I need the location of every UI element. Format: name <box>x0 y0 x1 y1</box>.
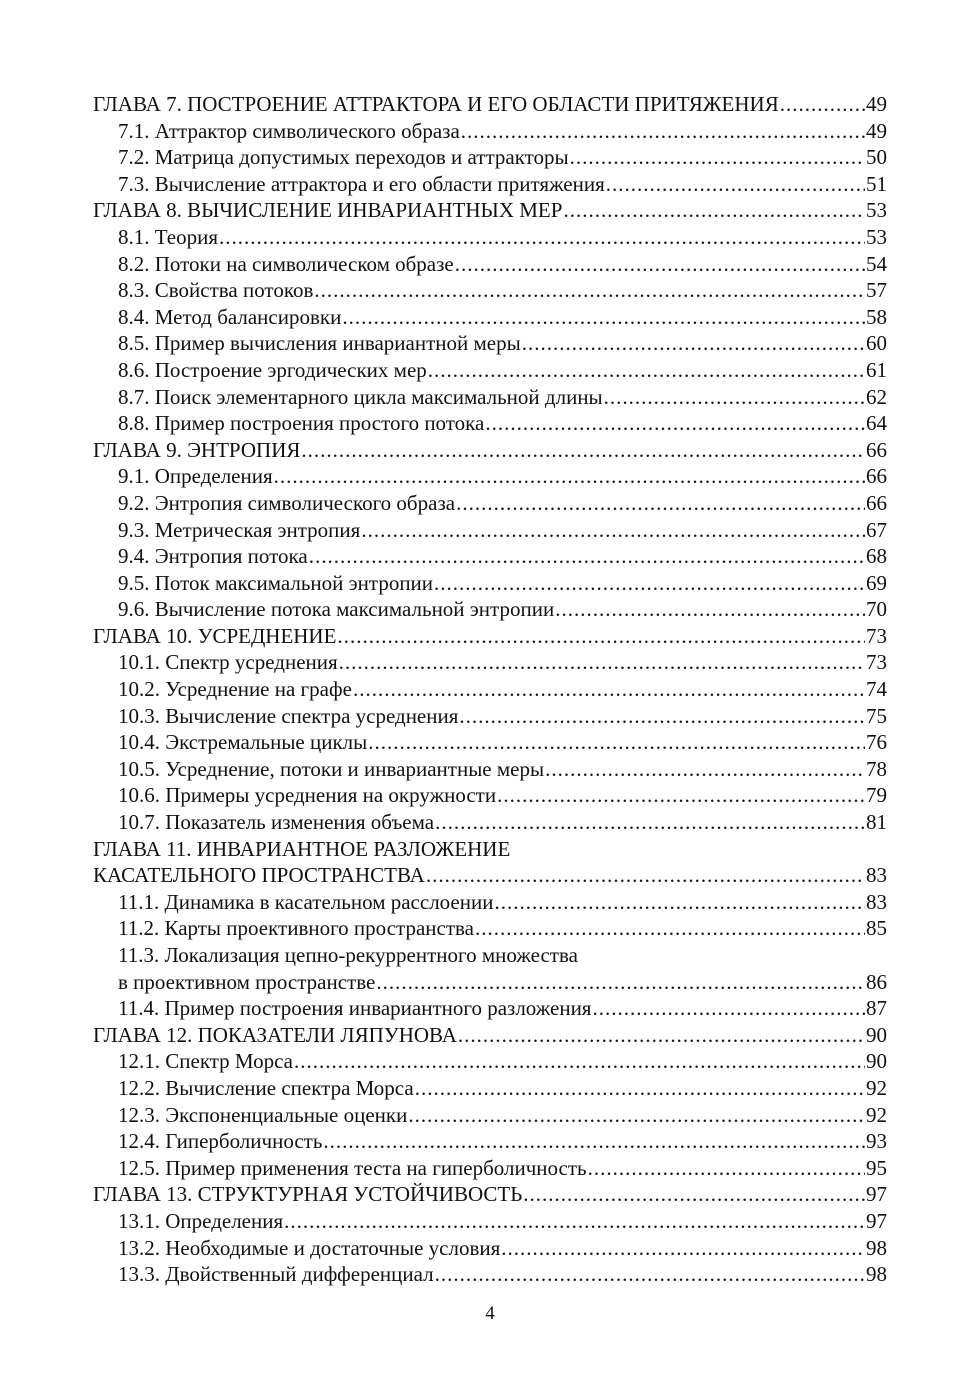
dot-leader <box>434 571 865 596</box>
toc-entry-title: 8.5. Пример вычисления инвариантной меры <box>118 331 521 356</box>
dot-leader <box>475 916 865 941</box>
toc-entry-title: ГЛАВА 7. ПОСТРОЕНИЕ АТТРАКТОРА И ЕГО ОБЛАСТИ ПРИТЯЖЕНИЯ <box>93 92 779 116</box>
dot-leader <box>555 597 865 622</box>
toc-entry-title: 13.2. Необходимые и достаточные условия <box>118 1235 501 1260</box>
toc-section-entry[interactable] <box>93 278 887 305</box>
toc-entry-page: 64 <box>866 411 887 436</box>
toc-chapter-entry[interactable] <box>93 624 887 651</box>
dot-leader <box>592 996 865 1021</box>
toc-entry-title: 8.7. Поиск элементарного цикла максимальной длины <box>118 384 603 409</box>
toc-entry-page: 67 <box>866 517 887 542</box>
toc-section-entry[interactable] <box>93 597 887 624</box>
toc-section-entry[interactable] <box>93 650 887 677</box>
dot-leader <box>376 970 865 995</box>
toc-entry-title: 10.1. Спектр усреднения <box>118 650 338 675</box>
toc-entry-page: 78 <box>866 756 887 781</box>
toc-section-entry[interactable] <box>93 1262 887 1289</box>
toc-section-entry[interactable] <box>93 1209 887 1236</box>
dot-leader <box>428 358 865 383</box>
dot-leader <box>588 1156 865 1181</box>
toc-entry-title: 11.4. Пример построения инвариантного разложения <box>118 996 592 1021</box>
dot-leader <box>294 1049 865 1074</box>
toc-section-entry[interactable] <box>93 970 887 997</box>
toc-section-entry[interactable] <box>93 571 887 598</box>
toc-section-entry[interactable] <box>93 172 887 199</box>
toc-entry-page: 53 <box>866 198 887 223</box>
toc-entry-page: 93 <box>866 1129 887 1154</box>
toc-chapter-entry[interactable] <box>93 92 887 119</box>
dot-leader <box>426 863 865 888</box>
toc-section-entry[interactable] <box>93 1049 887 1076</box>
dot-leader <box>604 385 865 410</box>
dot-leader <box>435 810 865 835</box>
toc-entry-page: 66 <box>866 490 887 515</box>
toc-section-entry[interactable] <box>93 385 887 412</box>
toc-section-entry[interactable] <box>93 810 887 837</box>
dot-leader <box>522 331 865 356</box>
page-number: 4 <box>485 1303 495 1324</box>
toc-section-entry[interactable] <box>93 943 887 970</box>
toc-entry-title: 9.5. Поток максимальной энтропии <box>118 570 434 595</box>
toc-entry-title: 11.2. Карты проективного пространства <box>118 916 474 941</box>
toc-entry-page: 92 <box>866 1075 887 1100</box>
toc-entry-page: 70 <box>866 597 887 622</box>
toc-entry-page: 53 <box>866 224 887 249</box>
toc-entry-title: 12.1. Спектр Морса <box>118 1049 293 1074</box>
toc-section-entry[interactable] <box>93 1156 887 1183</box>
toc-entry-title: 9.2. Энтропия символического образа <box>118 490 456 515</box>
toc-entry-page: 98 <box>866 1235 887 1260</box>
toc-entry-page: 62 <box>866 384 887 409</box>
toc-entry-page: 81 <box>866 810 887 835</box>
dot-leader <box>435 1262 865 1287</box>
dot-leader <box>501 1236 865 1261</box>
toc-entry-page: 57 <box>866 278 887 303</box>
toc-entry-page: 50 <box>866 145 887 170</box>
toc-entry-title: 7.2. Матрица допустимых переходов и аттракторы <box>118 145 569 170</box>
toc-section-entry[interactable] <box>93 464 887 491</box>
toc-chapter-entry[interactable] <box>93 1023 887 1050</box>
toc-entry-page: 73 <box>866 650 887 675</box>
toc-entry-title: 9.1. Определения <box>118 464 273 489</box>
dot-leader <box>323 1129 865 1154</box>
dot-leader <box>606 172 865 197</box>
toc-section-entry[interactable] <box>93 916 887 943</box>
toc-section-entry[interactable] <box>93 119 887 146</box>
toc-section-entry[interactable] <box>93 730 887 757</box>
toc-section-entry[interactable] <box>93 358 887 385</box>
toc-entry-title: 8.6. Построение эргодических мер <box>118 357 427 382</box>
toc-entry-page: 86 <box>866 969 887 994</box>
toc-chapter-entry[interactable] <box>93 198 887 225</box>
toc-section-entry[interactable] <box>93 783 887 810</box>
toc-entry-title: 11.1. Динамика в касательном расслоении <box>118 889 494 914</box>
toc-entry-title: 10.4. Экстремальные циклы <box>118 730 368 755</box>
toc-section-entry[interactable] <box>93 1103 887 1130</box>
toc-entry-title: 8.4. Метод балансировки <box>118 304 342 329</box>
dot-leader <box>284 1209 865 1234</box>
toc-section-entry[interactable] <box>93 704 887 731</box>
toc-entry-page: 68 <box>866 544 887 569</box>
toc-section-entry[interactable] <box>93 544 887 571</box>
toc-section-entry[interactable] <box>93 1076 887 1103</box>
dot-leader <box>456 491 865 516</box>
toc-entry-title: 13.1. Определения <box>118 1208 284 1233</box>
toc-entry-page: 76 <box>866 730 887 755</box>
toc-entry-title: КАСАТЕЛЬНОГО ПРОСТРАНСТВА <box>93 863 425 888</box>
dot-leader <box>274 464 865 489</box>
toc-entry-title: 10.6. Примеры усреднения на окружности <box>118 783 497 808</box>
toc-entry-title: ГЛАВА 10. УСРЕДНЕНИЕ <box>93 623 337 648</box>
toc-entry-title: 11.3. Локализация цепно-рекуррентного множества <box>118 943 578 967</box>
toc-section-entry[interactable] <box>93 757 887 784</box>
dot-leader <box>497 783 865 808</box>
toc-section-entry[interactable] <box>93 305 887 332</box>
dot-leader <box>339 650 865 675</box>
toc-entry-page: 61 <box>866 357 887 382</box>
toc-entry-page: 97 <box>866 1182 887 1207</box>
toc-entry-title: 12.3. Экспоненциальные оценки <box>118 1102 408 1127</box>
toc-entry-page: 60 <box>866 331 887 356</box>
toc-entry-page: 90 <box>866 1022 887 1047</box>
dot-leader <box>342 305 865 330</box>
toc-entry-title: 13.3. Двойственный дифференциал <box>118 1262 434 1287</box>
toc-entry-page: 79 <box>866 783 887 808</box>
toc-entry-page: 66 <box>866 464 887 489</box>
toc-section-entry[interactable] <box>93 1236 887 1263</box>
toc-entry-title: 9.6. Вычисление потока максимальной энтропии <box>118 597 555 622</box>
toc-section-entry[interactable] <box>93 518 887 545</box>
toc-entry-title: ГЛАВА 11. ИНВАРИАНТНОЕ РАЗЛОЖЕНИЕ <box>93 836 511 861</box>
toc-entry-page: 74 <box>866 677 887 702</box>
toc-entry-title: 12.4. Гиперболичность <box>118 1129 323 1154</box>
toc-section-entry[interactable] <box>93 996 887 1023</box>
toc-entry-title: 8.3. Свойства потоков <box>118 278 314 303</box>
dot-leader <box>545 757 865 782</box>
toc-section-entry[interactable] <box>93 677 887 704</box>
toc-entry-title: 7.3. Вычисление аттрактора и его области притяжения <box>118 171 605 196</box>
toc-entry-page: 66 <box>866 437 887 462</box>
dot-leader <box>459 704 865 729</box>
dot-leader <box>368 730 865 755</box>
toc-entry-title: 7.1. Аттрактор символического образа <box>118 118 460 143</box>
toc-entry-title: 9.4. Энтропия потока <box>118 544 308 569</box>
toc-entry-page: 87 <box>866 996 887 1021</box>
toc-entry-page: 49 <box>866 118 887 143</box>
toc-entry-page: 85 <box>866 916 887 941</box>
toc-section-entry[interactable] <box>93 411 887 438</box>
toc-section-entry[interactable] <box>93 145 887 172</box>
toc-chapter-entry[interactable] <box>93 837 887 864</box>
toc-entry-title: ГЛАВА 13. СТРУКТУРНАЯ УСТОЙЧИВОСТЬ <box>93 1182 523 1207</box>
dot-leader <box>461 119 865 144</box>
dot-leader <box>301 438 865 463</box>
toc-entry-title: 10.5. Усреднение, потоки и инвариантные меры <box>118 756 545 781</box>
toc-entry-title: 8.2. Потоки на символическом образе <box>118 251 454 276</box>
toc-section-entry[interactable] <box>93 1129 887 1156</box>
toc-entry-page: 69 <box>866 570 887 595</box>
toc-entry-page: 90 <box>866 1049 887 1074</box>
dot-leader <box>415 1076 865 1101</box>
toc-section-entry[interactable] <box>93 225 887 252</box>
toc-entry-page: 97 <box>866 1208 887 1233</box>
toc-entry-title: 12.2. Вычисление спектра Морса <box>118 1075 414 1100</box>
toc-entry-page: 49 <box>866 92 887 116</box>
dot-leader <box>353 677 865 702</box>
dot-leader <box>309 544 865 569</box>
toc-entry-title: ГЛАВА 8. ВЫЧИСЛЕНИЕ ИНВАРИАНТНЫХ МЕР <box>93 198 563 223</box>
toc-chapter-entry[interactable] <box>93 863 887 890</box>
dot-leader <box>458 1023 865 1048</box>
toc-chapter-entry[interactable] <box>93 438 887 465</box>
dot-leader <box>219 225 865 250</box>
dot-leader <box>523 1182 865 1207</box>
dot-leader <box>408 1103 865 1128</box>
toc-section-entry[interactable] <box>93 331 887 358</box>
dot-leader <box>570 145 865 170</box>
toc-entry-title: 10.2. Усреднение на графе <box>118 677 352 702</box>
toc-section-entry[interactable] <box>93 491 887 518</box>
toc-entry-page: 95 <box>866 1155 887 1180</box>
toc-entry-page: 83 <box>866 889 887 914</box>
toc-entry-title: 8.8. Пример построения простого потока <box>118 411 485 436</box>
toc-entry-title: 10.7. Показатель изменения объема <box>118 810 435 835</box>
dot-leader <box>455 252 865 277</box>
toc-entry-page: 83 <box>866 863 887 888</box>
dot-leader <box>337 624 865 649</box>
toc-chapter-entry[interactable] <box>93 1182 887 1209</box>
toc-entry-page: 92 <box>866 1102 887 1127</box>
dot-leader <box>563 198 865 223</box>
toc-entry-page: 51 <box>866 171 887 196</box>
toc-section-entry[interactable] <box>93 252 887 279</box>
toc-entry-page: 54 <box>866 251 887 276</box>
toc-section-entry[interactable] <box>93 890 887 917</box>
toc-entry-title: 12.5. Пример применения теста на гиперболичность <box>118 1155 587 1180</box>
dot-leader <box>485 411 865 436</box>
table-of-contents <box>93 92 887 1289</box>
toc-entry-page: 98 <box>866 1262 887 1287</box>
dot-leader <box>494 890 865 915</box>
toc-entry-title: 9.3. Метрическая энтропия <box>118 517 361 542</box>
dot-leader <box>361 518 865 543</box>
toc-entry-title: в проективном пространстве <box>118 969 376 994</box>
toc-entry-title: 10.3. Вычисление спектра усреднения <box>118 703 459 728</box>
toc-entry-page: 58 <box>866 304 887 329</box>
toc-entry-title: 8.1. Теория <box>118 224 218 249</box>
toc-entry-page: 75 <box>866 703 887 728</box>
dot-leader <box>314 278 865 303</box>
toc-entry-title: ГЛАВА 9. ЭНТРОПИЯ <box>93 437 301 462</box>
dot-leader <box>780 92 865 117</box>
toc-entry-page: 73 <box>866 623 887 648</box>
toc-entry-title: ГЛАВА 12. ПОКАЗАТЕЛИ ЛЯПУНОВА <box>93 1022 457 1047</box>
